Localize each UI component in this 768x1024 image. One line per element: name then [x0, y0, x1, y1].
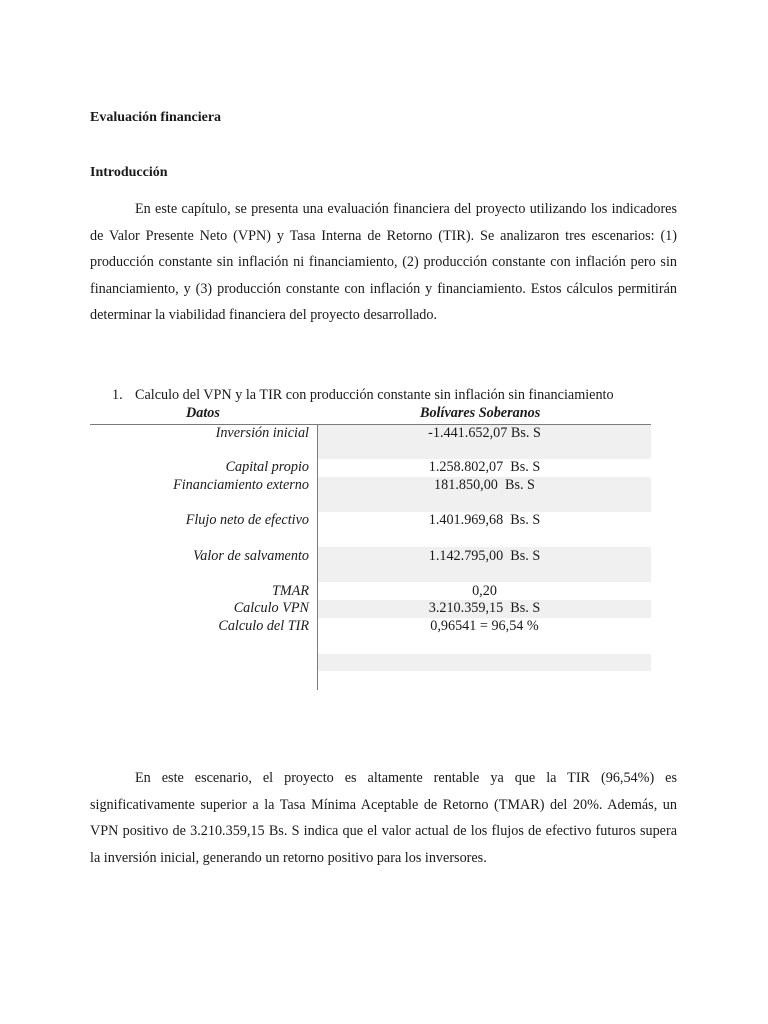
- table-row-label: Valor de salvamento: [193, 548, 309, 564]
- document-title: Evaluación financiera: [90, 110, 222, 125]
- conclusion-paragraph: En este escenario, el proyecto es altamente rentable ya que la TIR (96,54%) es significativamente superior a la Tasa Mínima Aceptable de Retorno (TMAR) del 20%. Además, un VPN positivo de 3.210.359,15 Bs. S indica que el valor actual de los flujos de efectivo futuros supera la inversión inicial, generando un retorno positivo para los inversores.: [90, 770, 677, 866]
- list-item-text: Calculo del VPN y la TIR con producción constante sin inflación sin financiamiento: [135, 387, 614, 403]
- table-row-label: Calculo VPN: [233, 600, 309, 616]
- table-row-value: -1.441.652,07 Bs. S: [428, 425, 541, 441]
- table-row-value: 1.142.795,00 Bs. S: [428, 548, 541, 564]
- table-row-label: Inversión inicial: [215, 425, 309, 441]
- table-row-value: 0,96541 = 96,54 %: [430, 618, 539, 634]
- table-row-label: Flujo neto de efectivo: [185, 512, 309, 528]
- section-heading: Introducción: [90, 165, 168, 180]
- table-row-value: 1.401.969,68 Bs. S: [428, 512, 541, 528]
- table-header-bolivares: Bolívares Soberanos: [420, 405, 541, 421]
- list-number: 1.: [112, 387, 123, 403]
- table-row-value: 1.258.802,07 Bs. S: [428, 459, 541, 475]
- numbered-list-item: [112, 387, 614, 404]
- table-header-datos: Datos: [186, 405, 220, 421]
- table-row-value: 181.850,00 Bs. S: [434, 477, 535, 493]
- table-row-label: Financiamiento externo: [173, 477, 309, 493]
- table-row-label: Capital propio: [225, 459, 309, 475]
- table-row-value: 0,20: [472, 583, 497, 599]
- table-row-label: TMAR: [271, 583, 309, 599]
- table-row-shading: [318, 654, 651, 671]
- intro-paragraph: En este capítulo, se presenta una evaluación financiera del proyecto utilizando los indicadores de Valor Presente Neto (VPN) y Tasa Interna de Retorno (TIR). Se analizaron tres escenarios: (1) producción constante sin inflación ni financiamiento, (2) producción constante con inflación pero sin financiamiento, y (3) producción constante con inflación y financiamiento. Estos cálculos permitirán determinar la viabilidad financiera del proyecto desarrollado.: [90, 201, 677, 324]
- table-row-value: 3.210.359,15 Bs. S: [428, 600, 541, 616]
- table-row-label: Calculo del TIR: [218, 618, 309, 634]
